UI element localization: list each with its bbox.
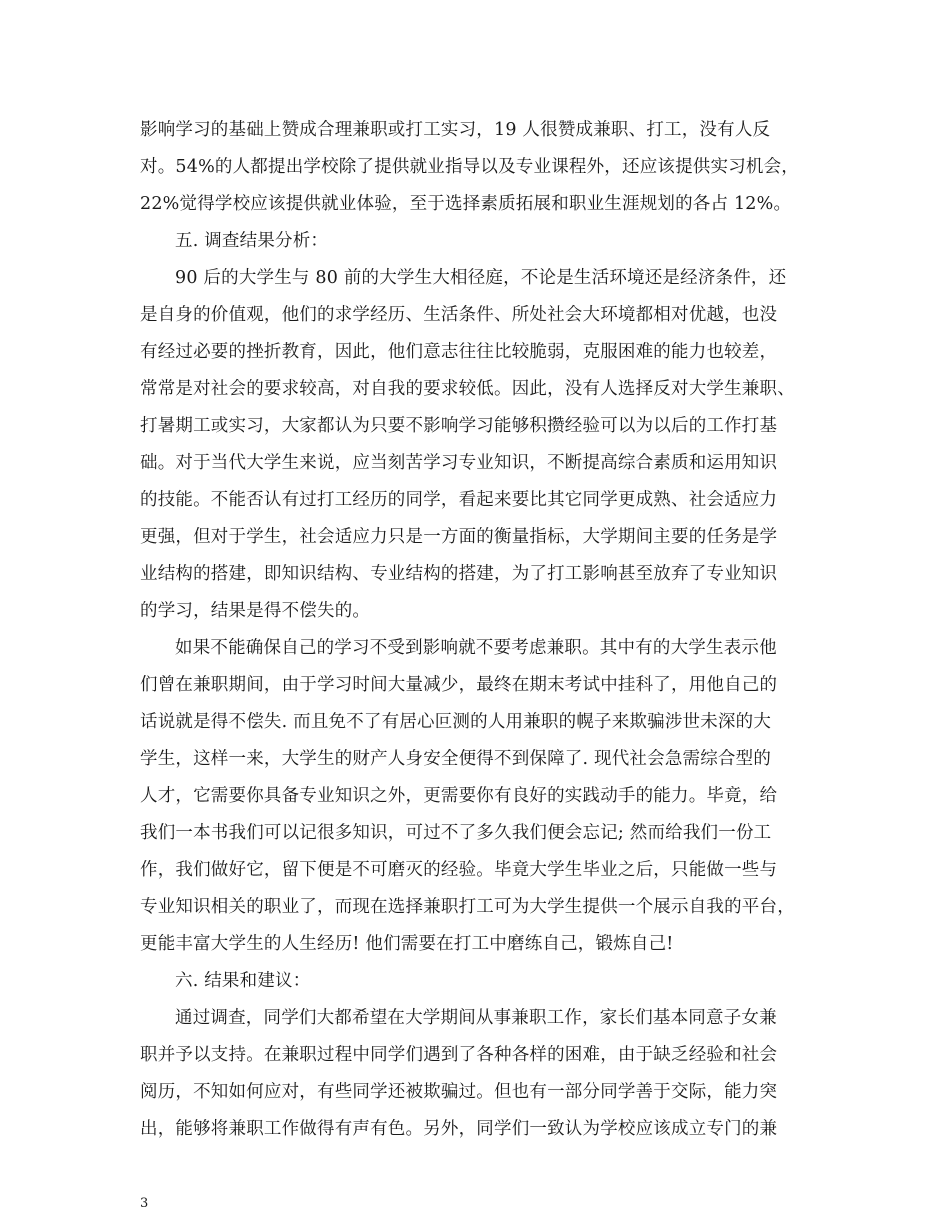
text-line: 业结构的搭建，即知识结构、专业结构的搭建，为了打工影响甚至放弃了专业知识	[140, 564, 778, 584]
text-line: 阅历，不知如何应对，有些同学还被欺骗过。但也有一部分同学善于交际，能力突	[140, 1082, 778, 1102]
text-line: 出，能够将兼职工作做得有声有色。另外，同学们一致认为学校应该成立专门的兼	[140, 1119, 778, 1139]
text-line: 更强，但对于学生，社会适应力只是一方面的衡量指标，大学期间主要的任务是学	[140, 527, 778, 547]
page-number: 3	[140, 1196, 149, 1211]
text-line: 人才，它需要你具备专业知识之外，更需要你有良好的实践动手的能力。毕竟，给	[140, 786, 778, 806]
text-line: 常常是对社会的要求较高，对自我的要求较低。因此，没有人选择反对大学生兼职、	[140, 379, 795, 399]
text-line: 础。对于当代大学生来说，应当刻苦学习专业知识，不断提高综合素质和运用知识	[140, 453, 778, 473]
section-heading: 五. 调查结果分析：	[175, 231, 329, 251]
text-line: 如果不能确保自己的学习不受到影响就不要考虑兼职。其中有的大学生表示他	[175, 638, 777, 658]
text-line: 作，我们做好它，留下便是不可磨灭的经验。毕竟大学生毕业之后，只能做一些与	[140, 860, 778, 880]
text-line: 职并予以支持。在兼职过程中同学们遇到了各种各样的困难，由于缺乏经验和社会	[140, 1045, 778, 1065]
section-heading: 六. 结果和建议：	[175, 971, 311, 991]
text-line: 通过调查，同学们大都希望在大学期间从事兼职工作，家长们基本同意子女兼	[175, 1008, 777, 1028]
text-line: 学生，这样一来，大学生的财产人身安全便得不到保障了. 现代社会急需综合型的	[140, 749, 772, 769]
text-line: 影响学习的基础上赞成合理兼职或打工实习，19 人很赞成兼职、打工，没有人反	[140, 120, 771, 140]
text-line: 对。54%的人都提出学校除了提供就业指导以及专业课程外，还应该提供实习机会，	[140, 157, 799, 177]
text-line: 们曾在兼职期间，由于学习时间大量减少，最终在期末考试中挂科了，用他自己的	[140, 675, 778, 695]
text-line: 22%觉得学校应该提供就业体验，至于选择素质拓展和职业生涯规划的各占 12%。	[140, 194, 792, 214]
text-line: 的学习，结果是得不偿失的。	[140, 601, 371, 621]
text-line: 打暑期工或实习，大家都认为只要不影响学习能够积攒经验可以为以后的工作打基	[140, 416, 778, 436]
text-line: 我们一本书我们可以记很多知识，可过不了多久我们便会忘记; 然而给我们一份工	[140, 823, 772, 843]
text-line: 话说就是得不偿失. 而且免不了有居心叵测的人用兼职的幌子来欺骗涉世未深的大	[140, 712, 772, 732]
text-line: 是自身的价值观，他们的求学经历、生活条件、所处社会大环境都相对优越，也没	[140, 305, 778, 325]
text-line: 专业知识相关的职业了，而现在选择兼职打工可为大学生提供一个展示自我的平台，	[140, 897, 795, 917]
text-line: 90 后的大学生与 80 前的大学生大相径庭，不论是生活环境还是经济条件，还	[175, 268, 787, 288]
text-line: 更能丰富大学生的人生经历! 他们需要在打工中磨练自己，锻炼自己!	[140, 934, 674, 954]
text-line: 有经过必要的挫折教育，因此，他们意志往往比较脆弱，克服困难的能力也较差，	[140, 342, 778, 362]
text-line: 的技能。不能否认有过打工经历的同学，看起来要比其它同学更成熟、社会适应力	[140, 490, 778, 510]
